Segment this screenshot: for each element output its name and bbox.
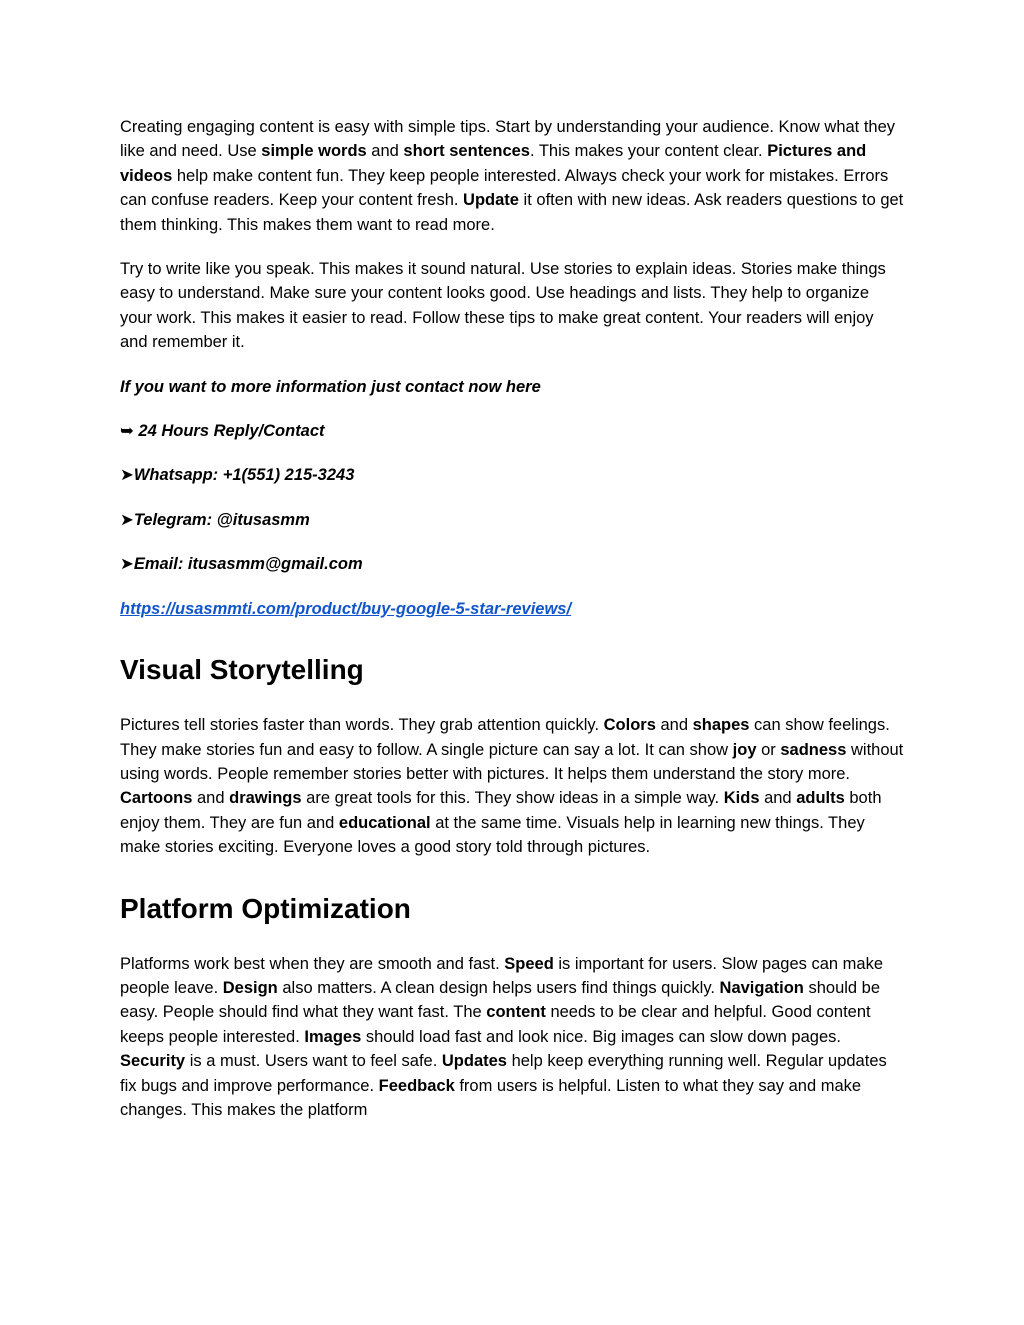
bold-run: shapes (692, 716, 750, 735)
contact-line: ➤Whatsapp: +1(551) 215-3243 (120, 466, 355, 485)
bold-run: Images (304, 1027, 362, 1046)
bold-run: Update (463, 191, 519, 210)
product-url-link[interactable]: https://usasmmti.com/product/buy-google-5-star-reviews/ (120, 599, 572, 618)
bold-run: Pictures and videos (120, 142, 867, 185)
section-heading: Platform Optimization (120, 892, 411, 924)
contact-line: If you want to more information just contact now here (120, 377, 541, 396)
bold-run: educational (338, 813, 431, 832)
bold-run: Navigation (719, 978, 804, 997)
bold-run: Kids (723, 789, 760, 808)
contact-line: ➤Email: itusasmm@gmail.com (120, 555, 363, 574)
contact-line: ➥ 24 Hours Reply/Contact (120, 422, 325, 441)
bold-run: content (486, 1003, 546, 1022)
bold-run: joy (732, 740, 757, 759)
paragraph: Try to write like you speak. This makes it sound natural. Use stories to explain ideas. Stories make things easy to understand. Make sure your content looks good. Use headings and lists. They help to organize your work. This makes it easier to read. Follow these tips to make great content. Your readers will enjoy and remember it. (120, 260, 886, 352)
link-paragraph (120, 597, 904, 621)
bold-run: Security (120, 1052, 186, 1071)
contact-line: ➤Telegram: @itusasmm (120, 510, 310, 529)
bold-run: adults (796, 789, 845, 808)
section-heading: Visual Storytelling (120, 654, 364, 686)
paragraph: Creating engaging content is easy with simple tips. Start by understanding your audience. Know what they like and need. Use simple words and short sentences. This makes your content clear. Pictures and videos help make content fun. They keep people interested. Always check your work for mistakes. Errors can confuse readers. Keep your content fresh. Update it often with new ideas. Ask readers questions to get them thinking. This makes them want to read more. (120, 118, 904, 234)
paragraph: Platforms work best when they are smooth and fast. Speed is important for users. Slow pages can make people leave. Design also matters. A clean design helps users find things quickly. Navigation should be easy. People should find what they want fast. The content needs to be clear and helpful. Good content keeps people interested. Images should load fast and look nice. Big images can slow down pages. Security is a must. Users want to feel safe. Updates help keep everything running well. Regular updates fix bugs and improve performance. Feedback from users is helpful. Listen to what they say and make changes. This makes the platform (120, 954, 887, 1119)
bold-run: Speed (504, 954, 554, 973)
bold-run: Feedback (378, 1076, 455, 1095)
paragraph: Pictures tell stories faster than words. They grab attention quickly. Colors and shapes can show feelings. They make stories fun and easy to follow. A single picture can say a lot. It can show joy or sadness without using words. People remember stories better with pictures. It helps them understand the story more. Cartoons and drawings are great tools for this. They show ideas in a simple way. Kids and adults both enjoy them. They are fun and educational at the same time. Visuals help in learning new things. They make stories exciting. Everyone loves a good story told through pictures. (120, 716, 904, 857)
bold-run: Design (222, 978, 278, 997)
bold-run: drawings (229, 789, 302, 808)
bold-run: sadness (780, 740, 847, 759)
bold-run: Updates (441, 1052, 507, 1071)
bold-run: simple words (261, 142, 367, 161)
bold-run: short sentences (403, 142, 530, 161)
bold-run: Cartoons (120, 789, 193, 808)
bold-run: Colors (603, 716, 656, 735)
